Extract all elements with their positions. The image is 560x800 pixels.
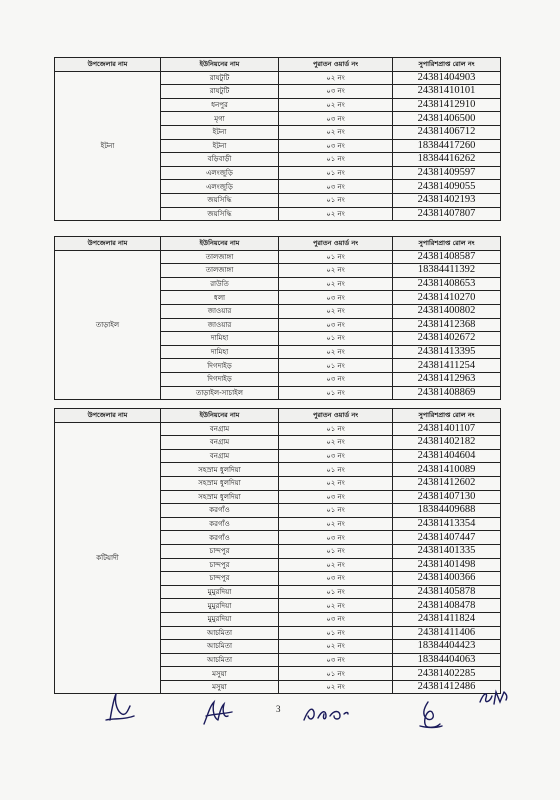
roll-cell: 24381406712 (393, 125, 501, 139)
roll-cell: 24381400802 (393, 304, 501, 318)
signature-5 (476, 686, 510, 708)
union-cell: করগাঁও (161, 517, 279, 531)
header-ward: পুরাতন ওয়ার্ড নং (279, 58, 393, 72)
ward-cell: ০৩ নং (279, 372, 393, 386)
union-cell: এলংজুড়ি (161, 180, 279, 194)
roll-cell: 24381404903 (393, 71, 501, 85)
union-cell: মুমুরদিয়া (161, 599, 279, 613)
union-cell: সহস্রাম ধুলদিয়া (161, 476, 279, 490)
table-katiadi (54, 408, 501, 694)
ward-cell: ০৩ নং (279, 318, 393, 332)
ward-cell: ০৩ নং (279, 531, 393, 545)
union-cell: দামিহা (161, 345, 279, 359)
ward-cell: ০২ নং (279, 277, 393, 291)
roll-cell: 24381402193 (393, 193, 501, 207)
roll-cell: 24381412602 (393, 476, 501, 490)
signature-3 (300, 700, 352, 726)
header-ward: পুরাতন ওয়ার্ড নং (279, 237, 393, 251)
roll-cell: 24381410101 (393, 85, 501, 99)
union-cell: রাউতি (161, 277, 279, 291)
union-cell: ধলা (161, 291, 279, 305)
roll-cell: 24381402285 (393, 667, 501, 681)
ward-cell: ০২ নং (279, 345, 393, 359)
table-row (55, 422, 501, 436)
union-cell: আচমিতা (161, 626, 279, 640)
roll-cell: 24381407807 (393, 207, 501, 221)
roll-cell: 24381410270 (393, 291, 501, 305)
roll-cell: 24381409597 (393, 166, 501, 180)
header-row (55, 409, 501, 423)
ward-cell: ০২ নং (279, 98, 393, 112)
union-cell: ধনপুর (161, 98, 279, 112)
ward-cell: ০২ নং (279, 264, 393, 278)
union-cell: তালজাঙ্গা (161, 264, 279, 278)
roll-cell: 24381413354 (393, 517, 501, 531)
roll-cell: 24381412486 (393, 680, 501, 694)
roll-cell: 24381412368 (393, 318, 501, 332)
ward-cell: ০২ নং (279, 599, 393, 613)
upazila-cell: তাড়াইল (55, 250, 161, 400)
ward-cell: ০১ নং (279, 422, 393, 436)
ward-cell: ০১ নং (279, 504, 393, 518)
union-cell: তাড়াইল-সাচাইল (161, 386, 279, 400)
roll-cell: 24381406500 (393, 112, 501, 126)
table-tarail (54, 236, 501, 400)
header-upazila: উপজেলার নাম (55, 409, 161, 423)
roll-cell: 18384416262 (393, 153, 501, 167)
union-cell: বনগ্রাম (161, 436, 279, 450)
ward-cell: ০১ নং (279, 463, 393, 477)
roll-cell: 24381401335 (393, 544, 501, 558)
header-roll: সুপারিশপ্রাপ্ত রোল নং (393, 409, 501, 423)
union-cell: সহস্রাম ধুলদিয়া (161, 463, 279, 477)
roll-cell: 24381411254 (393, 359, 501, 373)
union-cell: ইটনা (161, 125, 279, 139)
union-cell: সহস্রাম ধুলদিয়া (161, 490, 279, 504)
table-row (55, 71, 501, 85)
ward-cell: ০২ নং (279, 558, 393, 572)
union-cell: আচমিতা (161, 653, 279, 667)
header-union: ইউনিয়নের নাম (161, 409, 279, 423)
union-cell: তালজাঙ্গা (161, 250, 279, 264)
roll-cell: 24381412910 (393, 98, 501, 112)
upazila-cell: ইটনা (55, 71, 161, 221)
union-cell: আচমিতা (161, 640, 279, 654)
roll-cell: 18384409688 (393, 504, 501, 518)
ward-cell: ০৩ নং (279, 139, 393, 153)
union-cell: চান্দপুর (161, 558, 279, 572)
roll-cell: 18384404063 (393, 653, 501, 667)
ward-cell: ০৩ নং (279, 112, 393, 126)
union-cell: চান্দপুর (161, 572, 279, 586)
ward-cell: ০২ নং (279, 517, 393, 531)
ward-cell: ০১ নং (279, 386, 393, 400)
roll-cell: 24381407130 (393, 490, 501, 504)
roll-cell: 24381408869 (393, 386, 501, 400)
union-cell: করগাঁও (161, 531, 279, 545)
ward-cell: ০৩ নং (279, 85, 393, 99)
ward-cell: ০৩ নং (279, 653, 393, 667)
union-cell: জয়সিদ্ধি (161, 207, 279, 221)
header-row (55, 58, 501, 72)
union-cell: রাযটুটি (161, 85, 279, 99)
roll-cell: 24381401107 (393, 422, 501, 436)
union-cell: মসুয়া (161, 667, 279, 681)
ward-cell: ০৩ নং (279, 291, 393, 305)
ward-cell: ০১ নং (279, 250, 393, 264)
roll-cell: 24381408478 (393, 599, 501, 613)
roll-cell: 24381405878 (393, 585, 501, 599)
header-row (55, 237, 501, 251)
union-cell: মসুয়া (161, 680, 279, 694)
roll-cell: 24381402182 (393, 436, 501, 450)
ward-cell: ০১ নং (279, 626, 393, 640)
union-cell: ইটনা (161, 139, 279, 153)
signature-4 (414, 698, 448, 732)
header-roll: সুপারিশপ্রাপ্ত রোল নং (393, 58, 501, 72)
ward-cell: ০১ নং (279, 153, 393, 167)
roll-cell: 24381402672 (393, 332, 501, 346)
union-cell: দিগদাইড় (161, 359, 279, 373)
ward-cell: ০১ নং (279, 359, 393, 373)
union-cell: বড়িবাড়ী (161, 153, 279, 167)
ward-cell: ০২ নং (279, 71, 393, 85)
ward-cell: ০৩ নং (279, 612, 393, 626)
union-cell: মুমুরদিয়া (161, 612, 279, 626)
roll-cell: 24381412963 (393, 372, 501, 386)
ward-cell: ০১ নং (279, 544, 393, 558)
union-cell: মৃগা (161, 112, 279, 126)
ward-cell: ০১ নং (279, 166, 393, 180)
upazila-cell: কটিয়াদী (55, 422, 161, 694)
ward-cell: ০২ নং (279, 680, 393, 694)
table-itna (54, 57, 501, 221)
roll-cell: 24381408587 (393, 250, 501, 264)
ward-cell: ০২ নং (279, 304, 393, 318)
roll-cell: 24381411406 (393, 626, 501, 640)
ward-cell: ০২ নং (279, 436, 393, 450)
roll-cell: 18384411392 (393, 264, 501, 278)
ward-cell: ০১ নং (279, 585, 393, 599)
ward-cell: ০৩ নং (279, 180, 393, 194)
roll-cell: 24381400366 (393, 572, 501, 586)
union-cell: মুমুরদিয়া (161, 585, 279, 599)
ward-cell: ০৩ নং (279, 490, 393, 504)
ward-cell: ০২ নং (279, 207, 393, 221)
union-cell: রাযটুটি (161, 71, 279, 85)
roll-cell: 18384404423 (393, 640, 501, 654)
header-roll: সুপারিশপ্রাপ্ত রোল নং (393, 237, 501, 251)
union-cell: এলংজুড়ি (161, 166, 279, 180)
table-row (55, 250, 501, 264)
signature-1 (100, 690, 140, 726)
roll-cell: 24381401498 (393, 558, 501, 572)
union-cell: করগাঁও (161, 504, 279, 518)
ward-cell: ০১ নং (279, 193, 393, 207)
signature-2 (198, 698, 238, 730)
union-cell: দামিহা (161, 332, 279, 346)
ward-cell: ০১ নং (279, 332, 393, 346)
roll-cell: 24381411824 (393, 612, 501, 626)
roll-cell: 24381404604 (393, 449, 501, 463)
union-cell: জাওয়ার (161, 318, 279, 332)
page-number: 3 (276, 704, 281, 714)
union-cell: বনগ্রাম (161, 422, 279, 436)
union-cell: জাওয়ার (161, 304, 279, 318)
ward-cell: ০৩ নং (279, 449, 393, 463)
union-cell: দিগদাইড় (161, 372, 279, 386)
header-upazila: উপজেলার নাম (55, 237, 161, 251)
roll-cell: 24381409055 (393, 180, 501, 194)
ward-cell: ০১ নং (279, 667, 393, 681)
union-cell: বনগ্রাম (161, 449, 279, 463)
union-cell: জয়সিদ্ধি (161, 193, 279, 207)
roll-cell: 24381410089 (393, 463, 501, 477)
roll-cell: 24381407447 (393, 531, 501, 545)
ward-cell: ০২ নং (279, 640, 393, 654)
union-cell: চান্দপুর (161, 544, 279, 558)
ward-cell: ০২ নং (279, 476, 393, 490)
header-ward: পুরাতন ওয়ার্ড নং (279, 409, 393, 423)
header-union: ইউনিয়নের নাম (161, 237, 279, 251)
roll-cell: 18384417260 (393, 139, 501, 153)
roll-cell: 24381413395 (393, 345, 501, 359)
ward-cell: ০২ নং (279, 125, 393, 139)
header-union: ইউনিয়নের নাম (161, 58, 279, 72)
roll-cell: 24381408653 (393, 277, 501, 291)
header-upazila: উপজেলার নাম (55, 58, 161, 72)
ward-cell: ০৩ নং (279, 572, 393, 586)
